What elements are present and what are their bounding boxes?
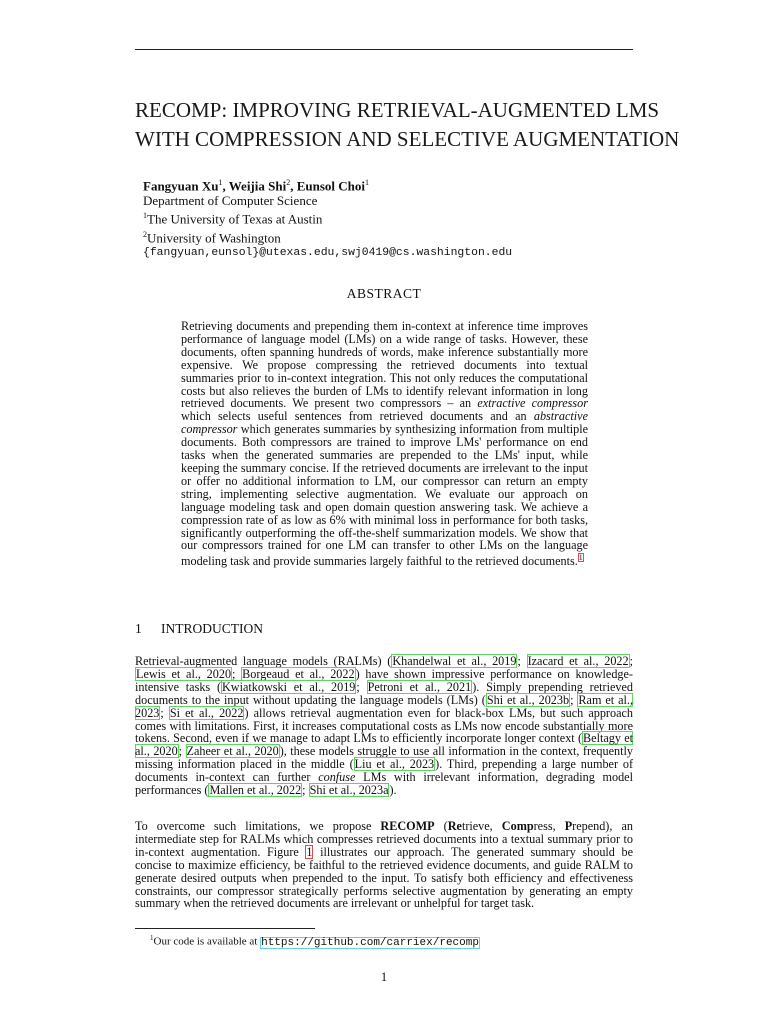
author-1-affil: 1 <box>218 178 223 187</box>
emphasis-abstractive: abstractive compressor <box>181 409 588 437</box>
section-title: INTRODUCTION <box>161 621 263 636</box>
intro-paragraph-2: To overcome such limitations, we propose RECOMP (Retrieve, Compress, Prepend), an intermediate step for RALMs which compresses retrieved documents into a textual summary prior to in-context augmentation. Figure 1 illustrates our approach. The generated summary should be concise to maximize efficiency, be faithful to the retrieved evidence documents, and guide RALM to generate desired outputs when prepended to the input. To satisfy both efficiency and effectiveness constraints, our compressor strategically performs selective augmentation by generating an empty summary when the retrieved documents are irrelevant or unhelpful for target task. <box>135 819 633 911</box>
author-3: Eunsol Choi <box>296 178 365 194</box>
author-block <box>143 175 512 261</box>
emphasis-extractive: extractive compressor <box>477 396 588 411</box>
citation-link[interactable]: Borgeaud et al., 2022 <box>242 666 355 681</box>
citation-link[interactable]: Liu et al., 2023 <box>354 757 435 772</box>
citation-link[interactable]: Lewis et al., 2020 <box>136 666 232 681</box>
citation-link[interactable]: Izacard et al., 2022 <box>527 654 629 668</box>
abstract-body: Retrieving documents and prepending them in-context at inference time improves performance of language model (LMs) on a wide range of tasks. However, these documents, often spanning hundreds of words, make inference substantially more expensive. We propose compressing the retrieved documents into textual summaries prior to in-context integration. This not only reduces the computational costs but also relieves the burden of LMs to identify relevant information in long retrieved documents. We present two compressors – an extractive compressor which selects useful sentences from retrieved documents and an abstractive compressor which generates summaries by synthesizing information from multiple documents. Both compressors are trained to improve LMs' performance on end tasks when the generated summaries are prepended to the LMs' input, while keeping the summary concise. If the retrieved documents are irrelevant to the input or offer no additional information to LM, our compressor can return an empty string, implementing selective augmentation. We evaluate our approach on language modeling task and open domain question answering task. We achieve a compression rate of as low as 6% with minimal loss in performance for both tasks, significantly outperforming the off-the-shelf summarization models. We show that our compressors trained for one LM can transfer to other LMs on the language modeling task and provide summaries largely faithful to the retrieved documents.$^1$ <box>181 319 588 569</box>
paper-title <box>135 96 680 154</box>
abstract-heading: ABSTRACT <box>346 286 422 301</box>
emphasis-confuse: confuse <box>318 770 356 785</box>
page-number: 1 <box>380 970 388 984</box>
citation-link[interactable]: Petroni et al., 2021 <box>367 679 472 694</box>
citation-link[interactable]: Shi et al., 2023a <box>309 783 389 798</box>
figure-ref-link[interactable]: 1 <box>306 844 313 859</box>
code-url-link[interactable]: https://github.com/carriex/recomp <box>261 936 479 949</box>
author-emails[interactable]: {fangyuan,eunsol}@utexas.edu,swj0419@cs.washington.edu <box>143 246 513 259</box>
author-2: Weijia Shi <box>228 178 287 194</box>
author-1: Fangyuan Xu <box>143 178 219 194</box>
department: Department of Computer Science <box>143 193 318 209</box>
footnote-ref-link[interactable]: 1 <box>578 553 583 563</box>
author-2-affil: 2 <box>286 178 291 187</box>
citation-link[interactable]: Khandelwal et al., 2019 <box>392 654 517 668</box>
affiliation-2: $^2$University of Washington <box>143 229 281 245</box>
citation-link[interactable]: Si et al., 2022 <box>169 705 244 720</box>
citation-link[interactable]: Zaheer et al., 2020 <box>186 744 279 759</box>
intro-paragraph-1: Retrieval-augmented language models (RALMs) (Khandelwal et al., 2019; Izacard et al., 2022; Lewis et al., 2020; Borgeaud et al., 2022) have shown impressive performance on knowledge-intensive tasks (Kwiatkowski et al., 2019; Petroni et al., 2021). Simply prepending retrieved documents to the input without updating the language models (LMs) (Shi et al., 2023b; Ram et al., 2023; Si et al., 2022) allows retrieval augmentation even for black-box LMs, but such approach comes with limitations. First, it increases computational costs as LMs now encode substantially more tokens. Second, even if we manage to adapt LMs to efficiently incorporate longer context (Beltagy et al., 2020; Zaheer et al., 2020), these models struggle to use all information in the context, frequently missing information placed in the middle (Liu et al., 2023). Third, prepending a large number of documents in-context can further confuse LMs with irrelevant information, degrading model performances (Mallen et al., 2022; Shi et al., 2023a). <box>135 654 634 798</box>
top-rule <box>135 49 633 50</box>
title-line-1: RECOMP: IMPROVING RETRIEVAL-AUGMENTED LMS <box>135 98 660 122</box>
author-names: Fangyuan Xu$^1$, Weijia Shi$^2$, Eunsol Choi$^1$ <box>143 178 369 194</box>
author-3-affil: 1 <box>365 178 369 187</box>
footnote: $^1$Our code is available at https://github.com/carriex/recomp <box>150 934 479 949</box>
section-heading <box>135 621 263 637</box>
title-line-2: WITH COMPRESSION AND SELECTIVE AUGMENTATION <box>135 127 680 151</box>
affiliation-1: $^1$The University of Texas at Austin <box>143 211 323 227</box>
citation-link[interactable]: Beltagy et al., 2020 <box>135 731 634 759</box>
citation-link[interactable]: Kwiatkowski et al., 2019 <box>222 679 356 694</box>
citation-link[interactable]: Ram et al., 2023 <box>135 692 634 720</box>
method-name: RECOMP <box>380 819 435 833</box>
citation-link[interactable]: Mallen et al., 2022 <box>209 783 302 798</box>
citation-link[interactable]: Shi et al., 2023b <box>486 692 570 707</box>
footnote-rule <box>135 928 315 929</box>
section-number: 1 <box>135 621 142 636</box>
